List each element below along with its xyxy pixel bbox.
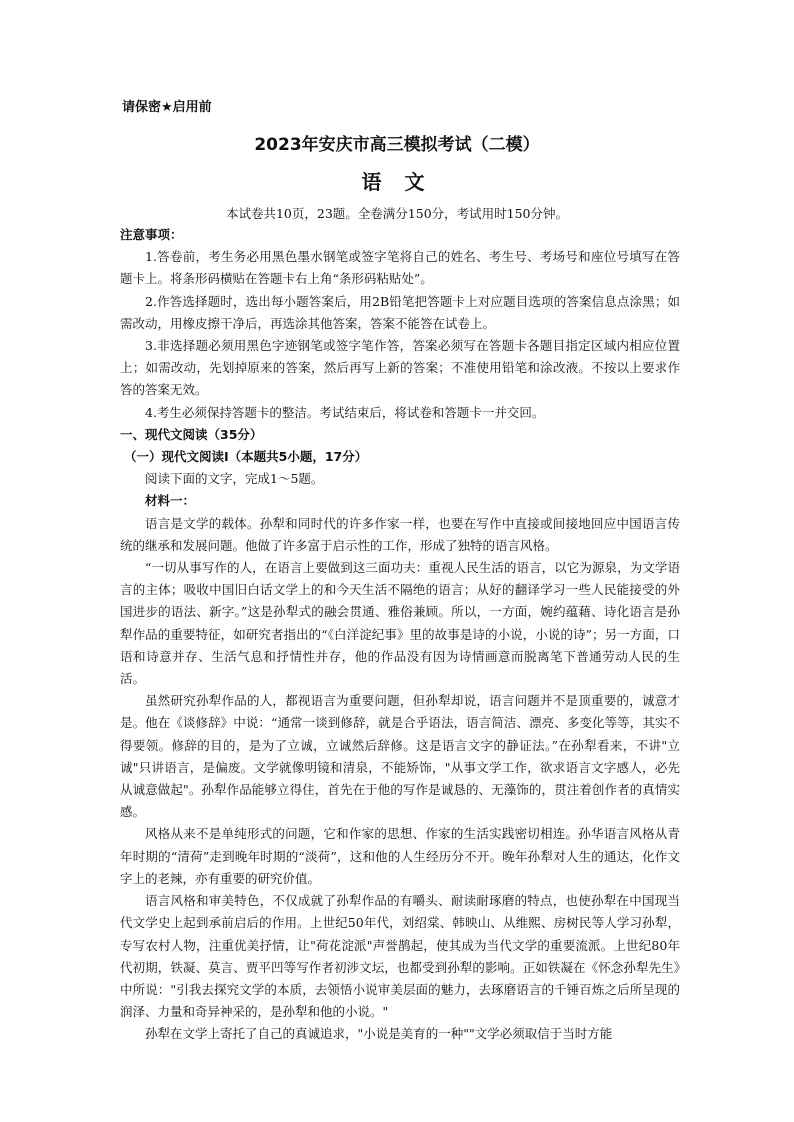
passage-paragraph: 孙犁在文学上寄托了自己的真诚追求，"小说是美育的一种""文学必须取信于当时方能 <box>145 1026 613 1042</box>
notice-item: 3.非选择题必须用黑色字迹钢笔或签字笔作答，答案必须写在答题卡各题目指定区域内相应位置上；如需改动，先划掉原来的答案，然后再写上新的答案；不准使用铅笔和涂改液。不按以上要求作答的答案无效。 <box>120 338 680 398</box>
passage-paragraph: 虽然研究孙犁作品的人，都视语言为重要问题，但孙犁却说，语言问题并不是顶重要的，诚意才是。他在《谈修辞》中说：“通常一谈到修辞，就是合乎语法，语言简洁、漂亮、多变化等等，其实不得要领。修辞的目的，是为了立诚，立诚然后辞修。这是语言文字的静证法。”在孙犁看来，不讲"立诚"只讲语言，是偏废。文学就像明镜和清泉，不能矫饰，"从事文学工作，欲求语言文字感人，必先从诚意做起"。孙犁作品能够立得住，首先在于他的写作是诚恳的、无藻饰的，贯注着创作者的真情实感。 <box>120 693 680 820</box>
passage-paragraph: 语言是文学的载体。孙犁和同时代的许多作家一样，也要在写作中直接或间接地回应中国语言传统的继承和发展问题。他做了许多富于启示性的工作，形成了独特的语言风格。 <box>120 515 680 553</box>
passage-paragraph: 风格从来不是单纯形式的问题，它和作家的思想、作家的生活实践密切相连。孙华语言风格从青年时期的“清荷”走到晚年时期的“淡荷”，这和他的人生经历分不开。晚年孙犁对人生的通达，化作文字上的老辣，亦有重要的研究价值。 <box>120 826 680 886</box>
material-label: 材料一： <box>145 493 196 509</box>
exam-content <box>120 224 680 1046</box>
reading-instruction: 阅读下面的文字，完成1～5题。 <box>145 471 324 487</box>
notice-item: 4.考生必须保持答题卡的整洁。考试结束后，将试卷和答题卡一并交回。 <box>145 404 545 420</box>
notice-item: 2.作答选择题时，选出每小题答案后，用2B铅笔把答题卡上对应题目选项的答案信息点涂黑；如需改动，用橡皮擦干净后，再选涂其他答案，答案不能答在试卷上。 <box>120 293 680 331</box>
exam-title: 2023年安庆市高三模拟考试（二模） <box>254 135 540 155</box>
exam-info: 本试卷共10页，23题。全卷满分150分，考试用时150分钟。 <box>225 206 569 221</box>
section-heading: 一、现代文阅读（35分） <box>120 426 263 442</box>
subsection-heading: （一）现代文阅读Ⅰ（本题共5小题，17分） <box>124 449 368 465</box>
subject-title: 语 文 <box>361 170 433 194</box>
notice-heading: 注意事项： <box>120 227 183 242</box>
notice-item: 1.答卷前，考生务必用黑色墨水钢笔或签字笔将自己的姓名、考生号、考场号和座位号填写在答题卡上。将条形码横贴在答题卡右上角“条形码粘贴处”。 <box>120 249 680 287</box>
passage-paragraph: 语言风格和审美特色，不仅成就了孙犁作品的有嚼头、耐读耐琢磨的特点，也使孙犁在中国现当代文学史上起到承前启后的作用。上世纪50年代，刘绍棠、韩映山、从维熙、房树民等人学习孙犁，专写农村人物，注重优美抒情，让"荷花淀派"声誉鹊起，使其成为当代文学的重要流派。上世纪80年代初期，铁凝、莫言、贾平凹等写作者初涉文坛，也都受到孙犁的影响。正如铁凝在《怀念孙犁先生》中所说："引我去探究文学的本质，去领悟小说审美层面的魅力，去琢磨语言的千锤百炼之后所呈现的润泽、力量和奇异神采的，是孙犁和他的小说。" <box>120 893 680 1020</box>
confidential-label: 请保密★启用前 <box>122 100 212 115</box>
passage-paragraph: “一切从事写作的人，在语言上要做到这三面功夫：重视人民生活的语言，以它为源泉，为文学语言的主体；吸收中国旧白话文学上的和今天生活不隔绝的语言；从好的翻译学习一些人民能接受的外国进步的语法、新字。”这是孙犁式的融会贯通、雅俗兼顾。所以，一方面，婉约蕴藉、诗化语言是孙犁作品的重要特征，如研究者指出的“《白洋淀纪事》里的故事是诗的小说，小说的诗”；另一方面，口语和诗意并存、生活气息和抒情性并存，他的作品没有因为诗情画意而脱离笔下普通劳动人民的生活。 <box>120 560 680 687</box>
